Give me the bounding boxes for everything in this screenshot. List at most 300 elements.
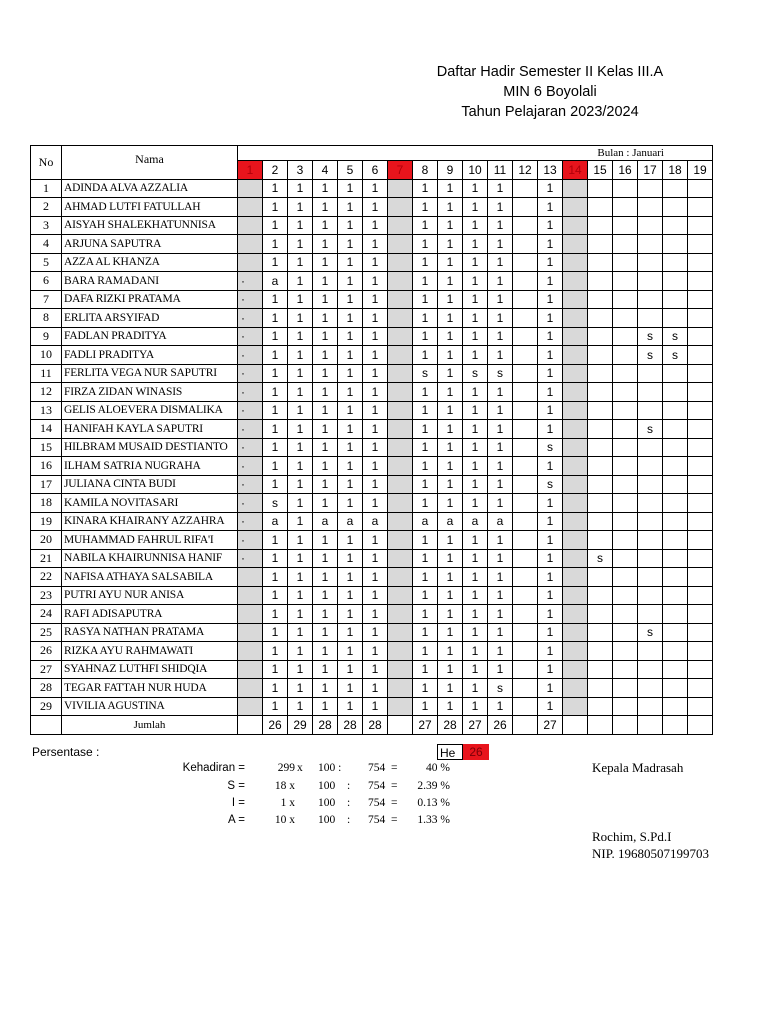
- row-number: 17: [31, 475, 62, 494]
- attendance-cell: [238, 623, 263, 642]
- attendance-cell: [513, 346, 538, 365]
- attendance-cell: s: [413, 364, 438, 383]
- attendance-cell: 1: [413, 420, 438, 439]
- attendance-cell: 1: [538, 327, 563, 346]
- attendance-cell: [388, 309, 413, 328]
- student-name: HILBRAM MUSAID DESTIANTO: [62, 438, 238, 457]
- attendance-cell: [613, 697, 638, 716]
- attendance-cell: 1: [263, 605, 288, 624]
- table-row: [31, 179, 713, 198]
- attendance-cell: 1: [488, 309, 513, 328]
- attendance-cell: [638, 494, 663, 513]
- attendance-cell: 1: [463, 697, 488, 716]
- attendance-cell: 1: [463, 605, 488, 624]
- attendance-cell: [238, 642, 263, 661]
- attendance-cell: 1: [338, 253, 363, 272]
- attendance-cell: 1: [338, 364, 363, 383]
- attendance-cell: 1: [363, 438, 388, 457]
- attendance-cell: [588, 642, 613, 661]
- attendance-cell: [563, 290, 588, 309]
- attendance-cell: [638, 457, 663, 476]
- attendance-cell: 1: [263, 457, 288, 476]
- attendance-cell: [388, 272, 413, 291]
- row-number: 24: [31, 605, 62, 624]
- attendance-cell: 1: [363, 605, 388, 624]
- attendance-cell: 1: [363, 549, 388, 568]
- attendance-cell: [513, 642, 538, 661]
- attendance-cell: 1: [288, 586, 313, 605]
- attendance-cell: 1: [538, 290, 563, 309]
- attendance-cell: 1: [288, 697, 313, 716]
- percentage-n: 10 x: [274, 814, 295, 826]
- attendance-cell: s: [663, 327, 688, 346]
- attendance-cell: 1: [463, 549, 488, 568]
- percentage-colon: :: [347, 814, 351, 826]
- attendance-cell: 1: [438, 457, 463, 476]
- persentase-label: Persentase :: [32, 745, 100, 759]
- attendance-cell: 1: [438, 642, 463, 661]
- attendance-cell: [638, 549, 663, 568]
- attendance-cell: 1: [438, 531, 463, 550]
- attendance-cell: 1: [363, 272, 388, 291]
- attendance-cell: ·: [238, 512, 263, 531]
- attendance-cell: 1: [288, 253, 313, 272]
- day-header-16: 16: [613, 161, 638, 180]
- attendance-cell: [388, 512, 413, 531]
- attendance-cell: 1: [338, 475, 363, 494]
- table-row: [31, 494, 713, 513]
- attendance-cell: [688, 642, 713, 661]
- attendance-cell: 1: [263, 309, 288, 328]
- attendance-cell: [588, 309, 613, 328]
- day-header-12: 12: [513, 161, 538, 180]
- attendance-cell: 1: [463, 475, 488, 494]
- attendance-cell: 1: [313, 346, 338, 365]
- attendance-cell: 1: [438, 346, 463, 365]
- attendance-cell: s: [638, 623, 663, 642]
- attendance-cell: ·: [238, 494, 263, 513]
- attendance-cell: [388, 679, 413, 698]
- attendance-cell: [638, 272, 663, 291]
- attendance-table: [30, 145, 713, 735]
- attendance-cell: [663, 679, 688, 698]
- attendance-cell: [388, 586, 413, 605]
- attendance-cell: [388, 475, 413, 494]
- attendance-cell: 1: [363, 346, 388, 365]
- jumlah-cell: [638, 716, 663, 735]
- attendance-cell: [688, 623, 713, 642]
- attendance-cell: [588, 512, 613, 531]
- table-row: [31, 401, 713, 420]
- attendance-cell: [613, 346, 638, 365]
- attendance-cell: 1: [438, 420, 463, 439]
- attendance-cell: 1: [288, 346, 313, 365]
- attendance-cell: [563, 642, 588, 661]
- attendance-cell: 1: [288, 457, 313, 476]
- jumlah-cell: [513, 716, 538, 735]
- attendance-cell: [513, 586, 538, 605]
- attendance-cell: 1: [288, 290, 313, 309]
- attendance-cell: 1: [363, 679, 388, 698]
- attendance-cell: 1: [263, 438, 288, 457]
- attendance-cell: 1: [438, 697, 463, 716]
- jumlah-row: [31, 716, 713, 735]
- attendance-cell: [688, 531, 713, 550]
- attendance-cell: s: [663, 346, 688, 365]
- attendance-cell: [663, 586, 688, 605]
- attendance-cell: 1: [288, 216, 313, 235]
- attendance-cell: 1: [413, 235, 438, 254]
- attendance-cell: s: [588, 549, 613, 568]
- attendance-cell: 1: [338, 697, 363, 716]
- attendance-cell: 1: [338, 531, 363, 550]
- attendance-cell: 1: [363, 253, 388, 272]
- attendance-cell: 1: [538, 679, 563, 698]
- table-row: [31, 457, 713, 476]
- attendance-cell: ·: [238, 290, 263, 309]
- attendance-cell: [513, 660, 538, 679]
- student-name: AISYAH SHALEKHATUNNISA: [62, 216, 238, 235]
- attendance-cell: [663, 438, 688, 457]
- attendance-cell: ·: [238, 383, 263, 402]
- attendance-cell: 1: [263, 346, 288, 365]
- attendance-cell: [513, 309, 538, 328]
- row-number: 2: [31, 198, 62, 217]
- attendance-cell: 1: [463, 216, 488, 235]
- row-number: 13: [31, 401, 62, 420]
- attendance-cell: 1: [263, 179, 288, 198]
- percentage-eq: =: [391, 814, 398, 826]
- attendance-cell: 1: [488, 697, 513, 716]
- attendance-cell: 1: [263, 235, 288, 254]
- attendance-cell: [638, 383, 663, 402]
- student-name: JULIANA CINTA BUDI: [62, 475, 238, 494]
- student-name: ADINDA ALVA AZZALIA: [62, 179, 238, 198]
- attendance-cell: 1: [363, 623, 388, 642]
- day-header-9: 9: [438, 161, 463, 180]
- attendance-cell: 1: [488, 605, 513, 624]
- attendance-cell: 1: [263, 198, 288, 217]
- attendance-cell: 1: [488, 475, 513, 494]
- attendance-cell: 1: [338, 457, 363, 476]
- attendance-cell: 1: [413, 623, 438, 642]
- percentage-d: 754: [368, 797, 386, 809]
- attendance-cell: [238, 235, 263, 254]
- student-name: BARA RAMADANI: [62, 272, 238, 291]
- attendance-cell: 1: [463, 457, 488, 476]
- attendance-cell: 1: [438, 475, 463, 494]
- row-number: 10: [31, 346, 62, 365]
- attendance-cell: [613, 383, 638, 402]
- row-number: 8: [31, 309, 62, 328]
- attendance-cell: 1: [488, 401, 513, 420]
- attendance-cell: [613, 531, 638, 550]
- attendance-cell: 1: [413, 327, 438, 346]
- student-name: AZZA AL KHANZA: [62, 253, 238, 272]
- attendance-cell: 1: [313, 327, 338, 346]
- attendance-cell: [238, 679, 263, 698]
- attendance-cell: 1: [363, 420, 388, 439]
- attendance-cell: 1: [363, 494, 388, 513]
- attendance-cell: [613, 290, 638, 309]
- attendance-cell: 1: [463, 642, 488, 661]
- attendance-cell: [613, 605, 638, 624]
- attendance-cell: 1: [338, 586, 363, 605]
- attendance-cell: [663, 660, 688, 679]
- attendance-cell: 1: [538, 568, 563, 587]
- attendance-cell: 1: [338, 290, 363, 309]
- attendance-cell: 1: [313, 494, 338, 513]
- attendance-cell: 1: [363, 383, 388, 402]
- student-name: RASYA NATHAN PRATAMA: [62, 623, 238, 642]
- attendance-cell: 1: [438, 290, 463, 309]
- attendance-cell: [638, 531, 663, 550]
- attendance-cell: 1: [438, 253, 463, 272]
- attendance-cell: 1: [338, 494, 363, 513]
- jumlah-cell: 28: [313, 716, 338, 735]
- attendance-cell: [613, 235, 638, 254]
- attendance-cell: 1: [463, 253, 488, 272]
- attendance-cell: 1: [338, 272, 363, 291]
- attendance-cell: [563, 272, 588, 291]
- attendance-cell: [388, 364, 413, 383]
- attendance-cell: a: [363, 512, 388, 531]
- attendance-cell: 1: [313, 309, 338, 328]
- attendance-cell: 1: [338, 623, 363, 642]
- attendance-cell: [388, 235, 413, 254]
- attendance-cell: [663, 531, 688, 550]
- attendance-cell: 1: [488, 623, 513, 642]
- attendance-cell: 1: [263, 401, 288, 420]
- attendance-cell: [638, 697, 663, 716]
- table-row: [31, 549, 713, 568]
- he-value: 26: [463, 744, 489, 760]
- attendance-cell: [588, 179, 613, 198]
- attendance-cell: 1: [488, 216, 513, 235]
- attendance-cell: 1: [263, 420, 288, 439]
- attendance-cell: [613, 420, 638, 439]
- attendance-cell: [513, 697, 538, 716]
- row-number: 9: [31, 327, 62, 346]
- attendance-cell: [238, 697, 263, 716]
- jumlah-cell: [613, 716, 638, 735]
- attendance-cell: [688, 235, 713, 254]
- attendance-cell: [638, 216, 663, 235]
- student-name: RIZKA AYU RAHMAWATI: [62, 642, 238, 661]
- attendance-cell: [588, 586, 613, 605]
- table-row: [31, 235, 713, 254]
- attendance-cell: [388, 697, 413, 716]
- row-number: 3: [31, 216, 62, 235]
- row-number: 26: [31, 642, 62, 661]
- attendance-cell: 1: [363, 364, 388, 383]
- attendance-cell: [513, 327, 538, 346]
- attendance-cell: [663, 642, 688, 661]
- day-header-1: 1: [238, 161, 263, 180]
- attendance-cell: [638, 568, 663, 587]
- attendance-cell: [688, 346, 713, 365]
- attendance-cell: [513, 272, 538, 291]
- attendance-cell: [388, 216, 413, 235]
- attendance-cell: 1: [338, 309, 363, 328]
- attendance-cell: [688, 549, 713, 568]
- attendance-cell: 1: [438, 623, 463, 642]
- attendance-cell: [688, 494, 713, 513]
- attendance-cell: 1: [338, 605, 363, 624]
- attendance-cell: 1: [463, 309, 488, 328]
- day-header-10: 10: [463, 161, 488, 180]
- attendance-cell: [663, 549, 688, 568]
- attendance-cell: 1: [538, 309, 563, 328]
- attendance-cell: [688, 198, 713, 217]
- attendance-cell: 1: [363, 660, 388, 679]
- table-row: [31, 679, 713, 698]
- attendance-cell: [588, 198, 613, 217]
- jumlah-cell: [588, 716, 613, 735]
- attendance-cell: [588, 272, 613, 291]
- attendance-cell: 1: [363, 642, 388, 661]
- attendance-cell: [563, 198, 588, 217]
- name-header: Nama: [62, 146, 238, 180]
- attendance-cell: 1: [313, 457, 338, 476]
- attendance-cell: a: [263, 512, 288, 531]
- attendance-cell: 1: [438, 364, 463, 383]
- attendance-cell: 1: [363, 586, 388, 605]
- attendance-cell: [513, 568, 538, 587]
- attendance-cell: 1: [313, 290, 338, 309]
- attendance-cell: 1: [538, 179, 563, 198]
- attendance-cell: 1: [313, 586, 338, 605]
- attendance-cell: [388, 198, 413, 217]
- attendance-cell: [613, 198, 638, 217]
- table-row: [31, 475, 713, 494]
- row-number: 5: [31, 253, 62, 272]
- attendance-cell: [238, 568, 263, 587]
- attendance-cell: 1: [488, 494, 513, 513]
- attendance-cell: [513, 253, 538, 272]
- attendance-cell: 1: [288, 364, 313, 383]
- attendance-cell: 1: [488, 346, 513, 365]
- attendance-cell: [513, 216, 538, 235]
- attendance-cell: 1: [313, 272, 338, 291]
- student-name: GELIS ALOEVERA DISMALIKA: [62, 401, 238, 420]
- attendance-cell: [613, 457, 638, 476]
- attendance-cell: 1: [488, 327, 513, 346]
- attendance-cell: [663, 457, 688, 476]
- attendance-cell: 1: [263, 642, 288, 661]
- attendance-cell: [513, 549, 538, 568]
- attendance-cell: 1: [538, 346, 563, 365]
- attendance-cell: [663, 401, 688, 420]
- attendance-cell: [563, 531, 588, 550]
- attendance-cell: 1: [363, 309, 388, 328]
- attendance-cell: 1: [413, 438, 438, 457]
- attendance-cell: 1: [538, 457, 563, 476]
- attendance-cell: [663, 697, 688, 716]
- day-header-14: 14: [563, 161, 588, 180]
- attendance-cell: 1: [438, 198, 463, 217]
- attendance-cell: [388, 383, 413, 402]
- attendance-cell: [688, 383, 713, 402]
- attendance-cell: [638, 290, 663, 309]
- table-row: [31, 420, 713, 439]
- attendance-cell: 1: [463, 660, 488, 679]
- attendance-cell: 1: [538, 235, 563, 254]
- attendance-cell: 1: [288, 420, 313, 439]
- attendance-cell: 1: [313, 475, 338, 494]
- attendance-cell: ·: [238, 401, 263, 420]
- attendance-cell: 1: [438, 660, 463, 679]
- attendance-cell: [688, 290, 713, 309]
- attendance-cell: 1: [338, 549, 363, 568]
- attendance-cell: 1: [413, 549, 438, 568]
- attendance-cell: 1: [413, 586, 438, 605]
- attendance-cell: 1: [288, 198, 313, 217]
- attendance-cell: [638, 179, 663, 198]
- table-row: [31, 216, 713, 235]
- attendance-cell: [588, 253, 613, 272]
- attendance-cell: 1: [338, 346, 363, 365]
- row-number: 15: [31, 438, 62, 457]
- attendance-cell: [613, 179, 638, 198]
- percentage-row: [0, 797, 768, 814]
- attendance-cell: 1: [438, 401, 463, 420]
- attendance-cell: [638, 438, 663, 457]
- attendance-cell: [638, 475, 663, 494]
- attendance-cell: 1: [338, 235, 363, 254]
- attendance-cell: s: [638, 346, 663, 365]
- attendance-cell: [238, 253, 263, 272]
- table-row: [31, 309, 713, 328]
- row-number: 1: [31, 179, 62, 198]
- attendance-cell: 1: [488, 290, 513, 309]
- attendance-cell: 1: [313, 235, 338, 254]
- day-header-11: 11: [488, 161, 513, 180]
- attendance-cell: [563, 364, 588, 383]
- attendance-cell: 1: [313, 216, 338, 235]
- attendance-cell: [513, 494, 538, 513]
- attendance-cell: 1: [438, 309, 463, 328]
- attendance-cell: ·: [238, 420, 263, 439]
- attendance-cell: 1: [413, 568, 438, 587]
- title-line-2: MIN 6 Boyolali: [503, 84, 597, 100]
- jumlah-cell: [563, 716, 588, 735]
- attendance-cell: [688, 216, 713, 235]
- percentage-label: S =: [227, 780, 245, 792]
- percentage-p: 40 %: [426, 762, 450, 774]
- attendance-cell: [613, 642, 638, 661]
- row-number: 29: [31, 697, 62, 716]
- attendance-cell: 1: [363, 568, 388, 587]
- attendance-cell: [513, 475, 538, 494]
- attendance-cell: [588, 420, 613, 439]
- attendance-cell: 1: [288, 512, 313, 531]
- attendance-cell: 1: [288, 235, 313, 254]
- jumlah-cell: [663, 716, 688, 735]
- attendance-cell: 1: [338, 568, 363, 587]
- attendance-cell: 1: [538, 383, 563, 402]
- attendance-cell: a: [488, 512, 513, 531]
- attendance-cell: [663, 383, 688, 402]
- attendance-cell: [388, 346, 413, 365]
- attendance-cell: a: [313, 512, 338, 531]
- attendance-cell: 1: [288, 438, 313, 457]
- attendance-cell: [563, 401, 588, 420]
- attendance-cell: [563, 327, 588, 346]
- attendance-cell: 1: [463, 623, 488, 642]
- attendance-cell: 1: [463, 438, 488, 457]
- attendance-cell: 1: [313, 660, 338, 679]
